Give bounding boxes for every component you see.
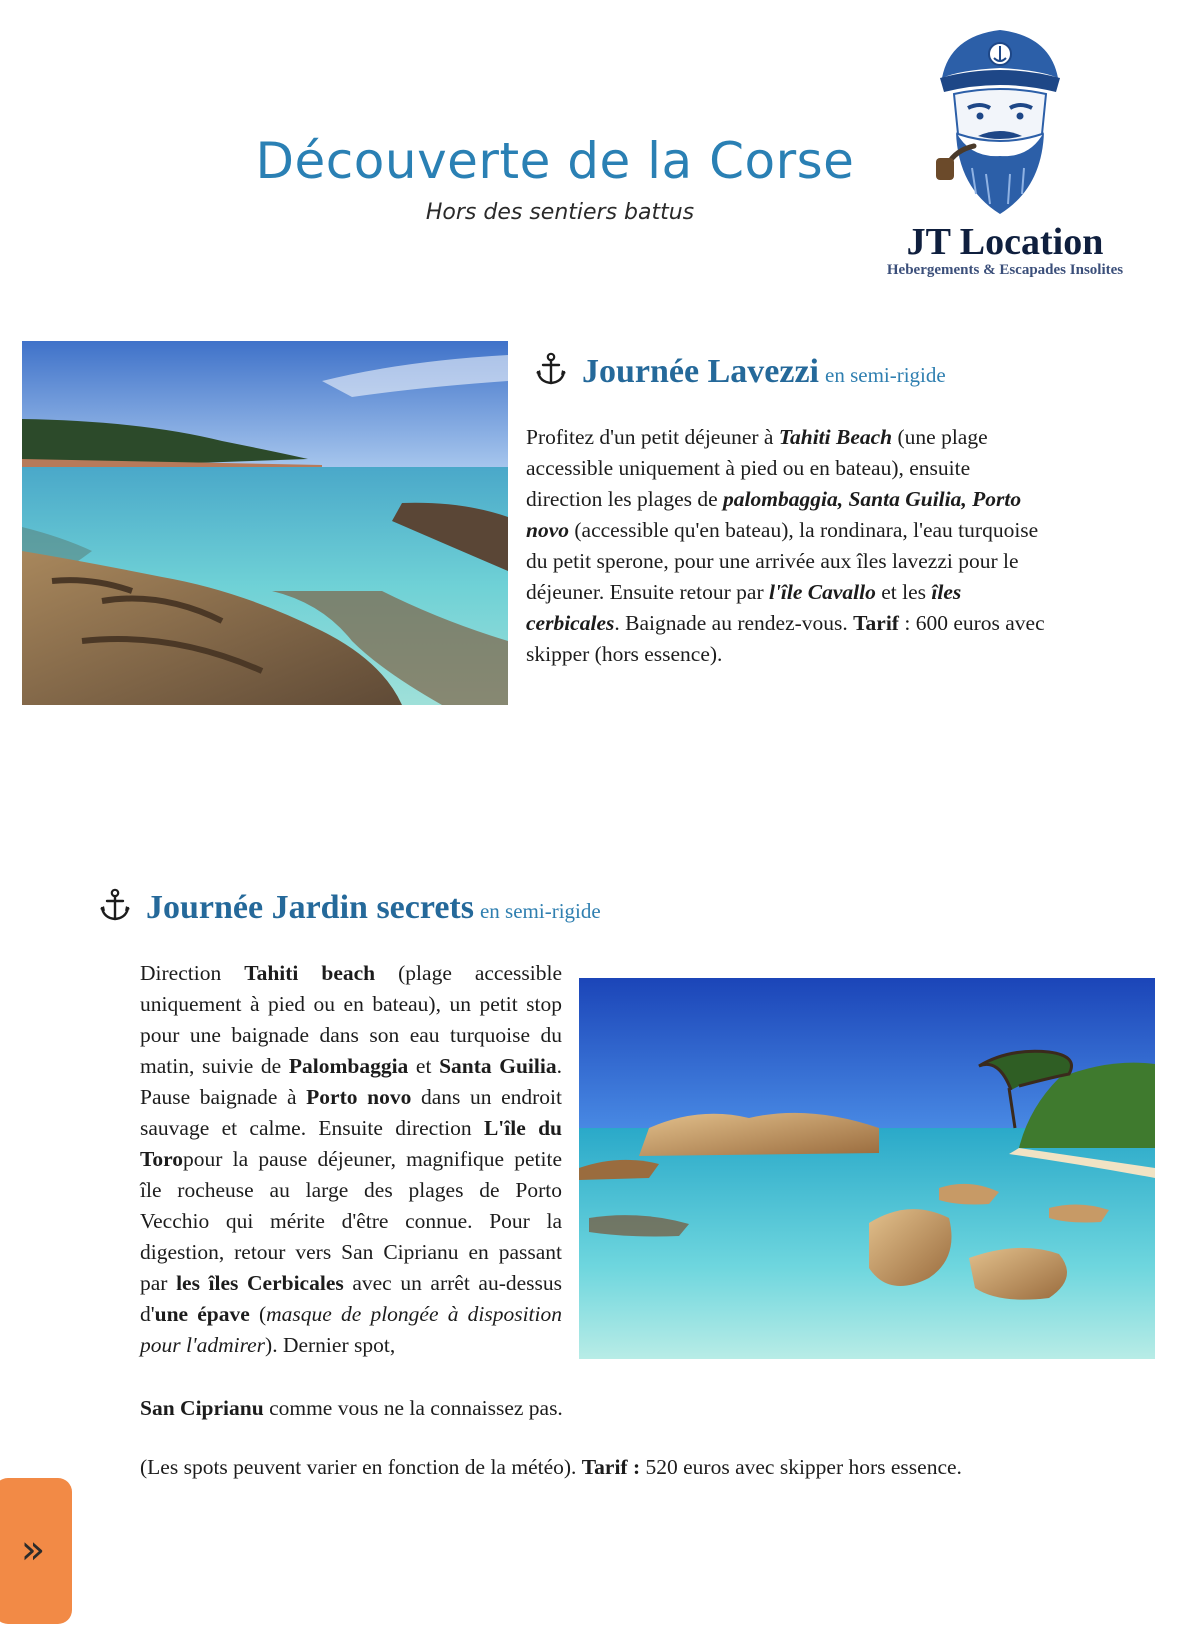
page-title: Découverte de la Corse: [255, 132, 855, 190]
section-lavezzi-heading: [534, 352, 946, 391]
brand-name: JT Location: [906, 221, 1104, 263]
section-jardin-last-line: San Ciprianu comme vous ne la connaissez pas.: [140, 1396, 563, 1420]
brand-tagline: Hebergements & Escapades Insolites: [886, 262, 1124, 278]
section-jardin-heading: [98, 888, 601, 927]
double-chevron-right-icon: »: [20, 1527, 46, 1573]
section-title: Journée Jardin secrets: [146, 889, 474, 926]
page-subtitle: Hors des sentiers battus: [425, 200, 695, 225]
section-jardin-note: (Les spots peuvent varier en fonction de la météo). Tarif : 520 euros avec skipper hors essence.: [140, 1455, 962, 1479]
section-subtitle: en semi-rigide: [825, 363, 946, 387]
palombaggia-rocks-photo: [579, 978, 1155, 1359]
section-title: Journée Lavezzi: [582, 353, 819, 390]
anchor-icon: [534, 352, 568, 386]
sailor-captain-icon: [920, 18, 1080, 223]
section-lavezzi-description: Profitez d'un petit déjeuner à Tahiti Beach (une plage accessible uniquement à pied ou en bateau), ensuite direction les plages de palombaggia, Santa Guilia, Porto novo (accessible qu'en bateau), la rondinara, l'eau turquoise du petit sperone, pour une arrivée aux îles lavezzi pour le déjeuner. Ensuite retour par l'île Cavallo et les îles cerbicales. Baignade au rendez-vous. Tarif : 600 euros avec skipper (hors essence).: [526, 425, 1045, 666]
section-subtitle: en semi-rigide: [479, 899, 601, 923]
lavezzi-coast-photo: [22, 341, 508, 705]
next-page-button[interactable]: [0, 1478, 72, 1624]
section-jardin-description: Direction Tahiti beach (plage accessible uniquement à pied ou en bateau), un petit stop pour une baignade dans son eau turquoise du matin, suivie de Palombaggia et Santa Guilia. Pause baignade à Porto novo dans un endroit sauvage et calme. Ensuite direction L'île du Toropour la pause déjeuner, magnifique petite île rocheuse au large des plages de Porto Vecchio qui mérite d'être connue. Pour la digestion, retour vers San Ciprianu en passant par les îles Cerbicales avec un arrêt au-dessus d'une épave (masque de plongée à disposition pour l'admirer). Dernier spot,: [140, 961, 563, 1357]
anchor-icon: [98, 888, 132, 922]
